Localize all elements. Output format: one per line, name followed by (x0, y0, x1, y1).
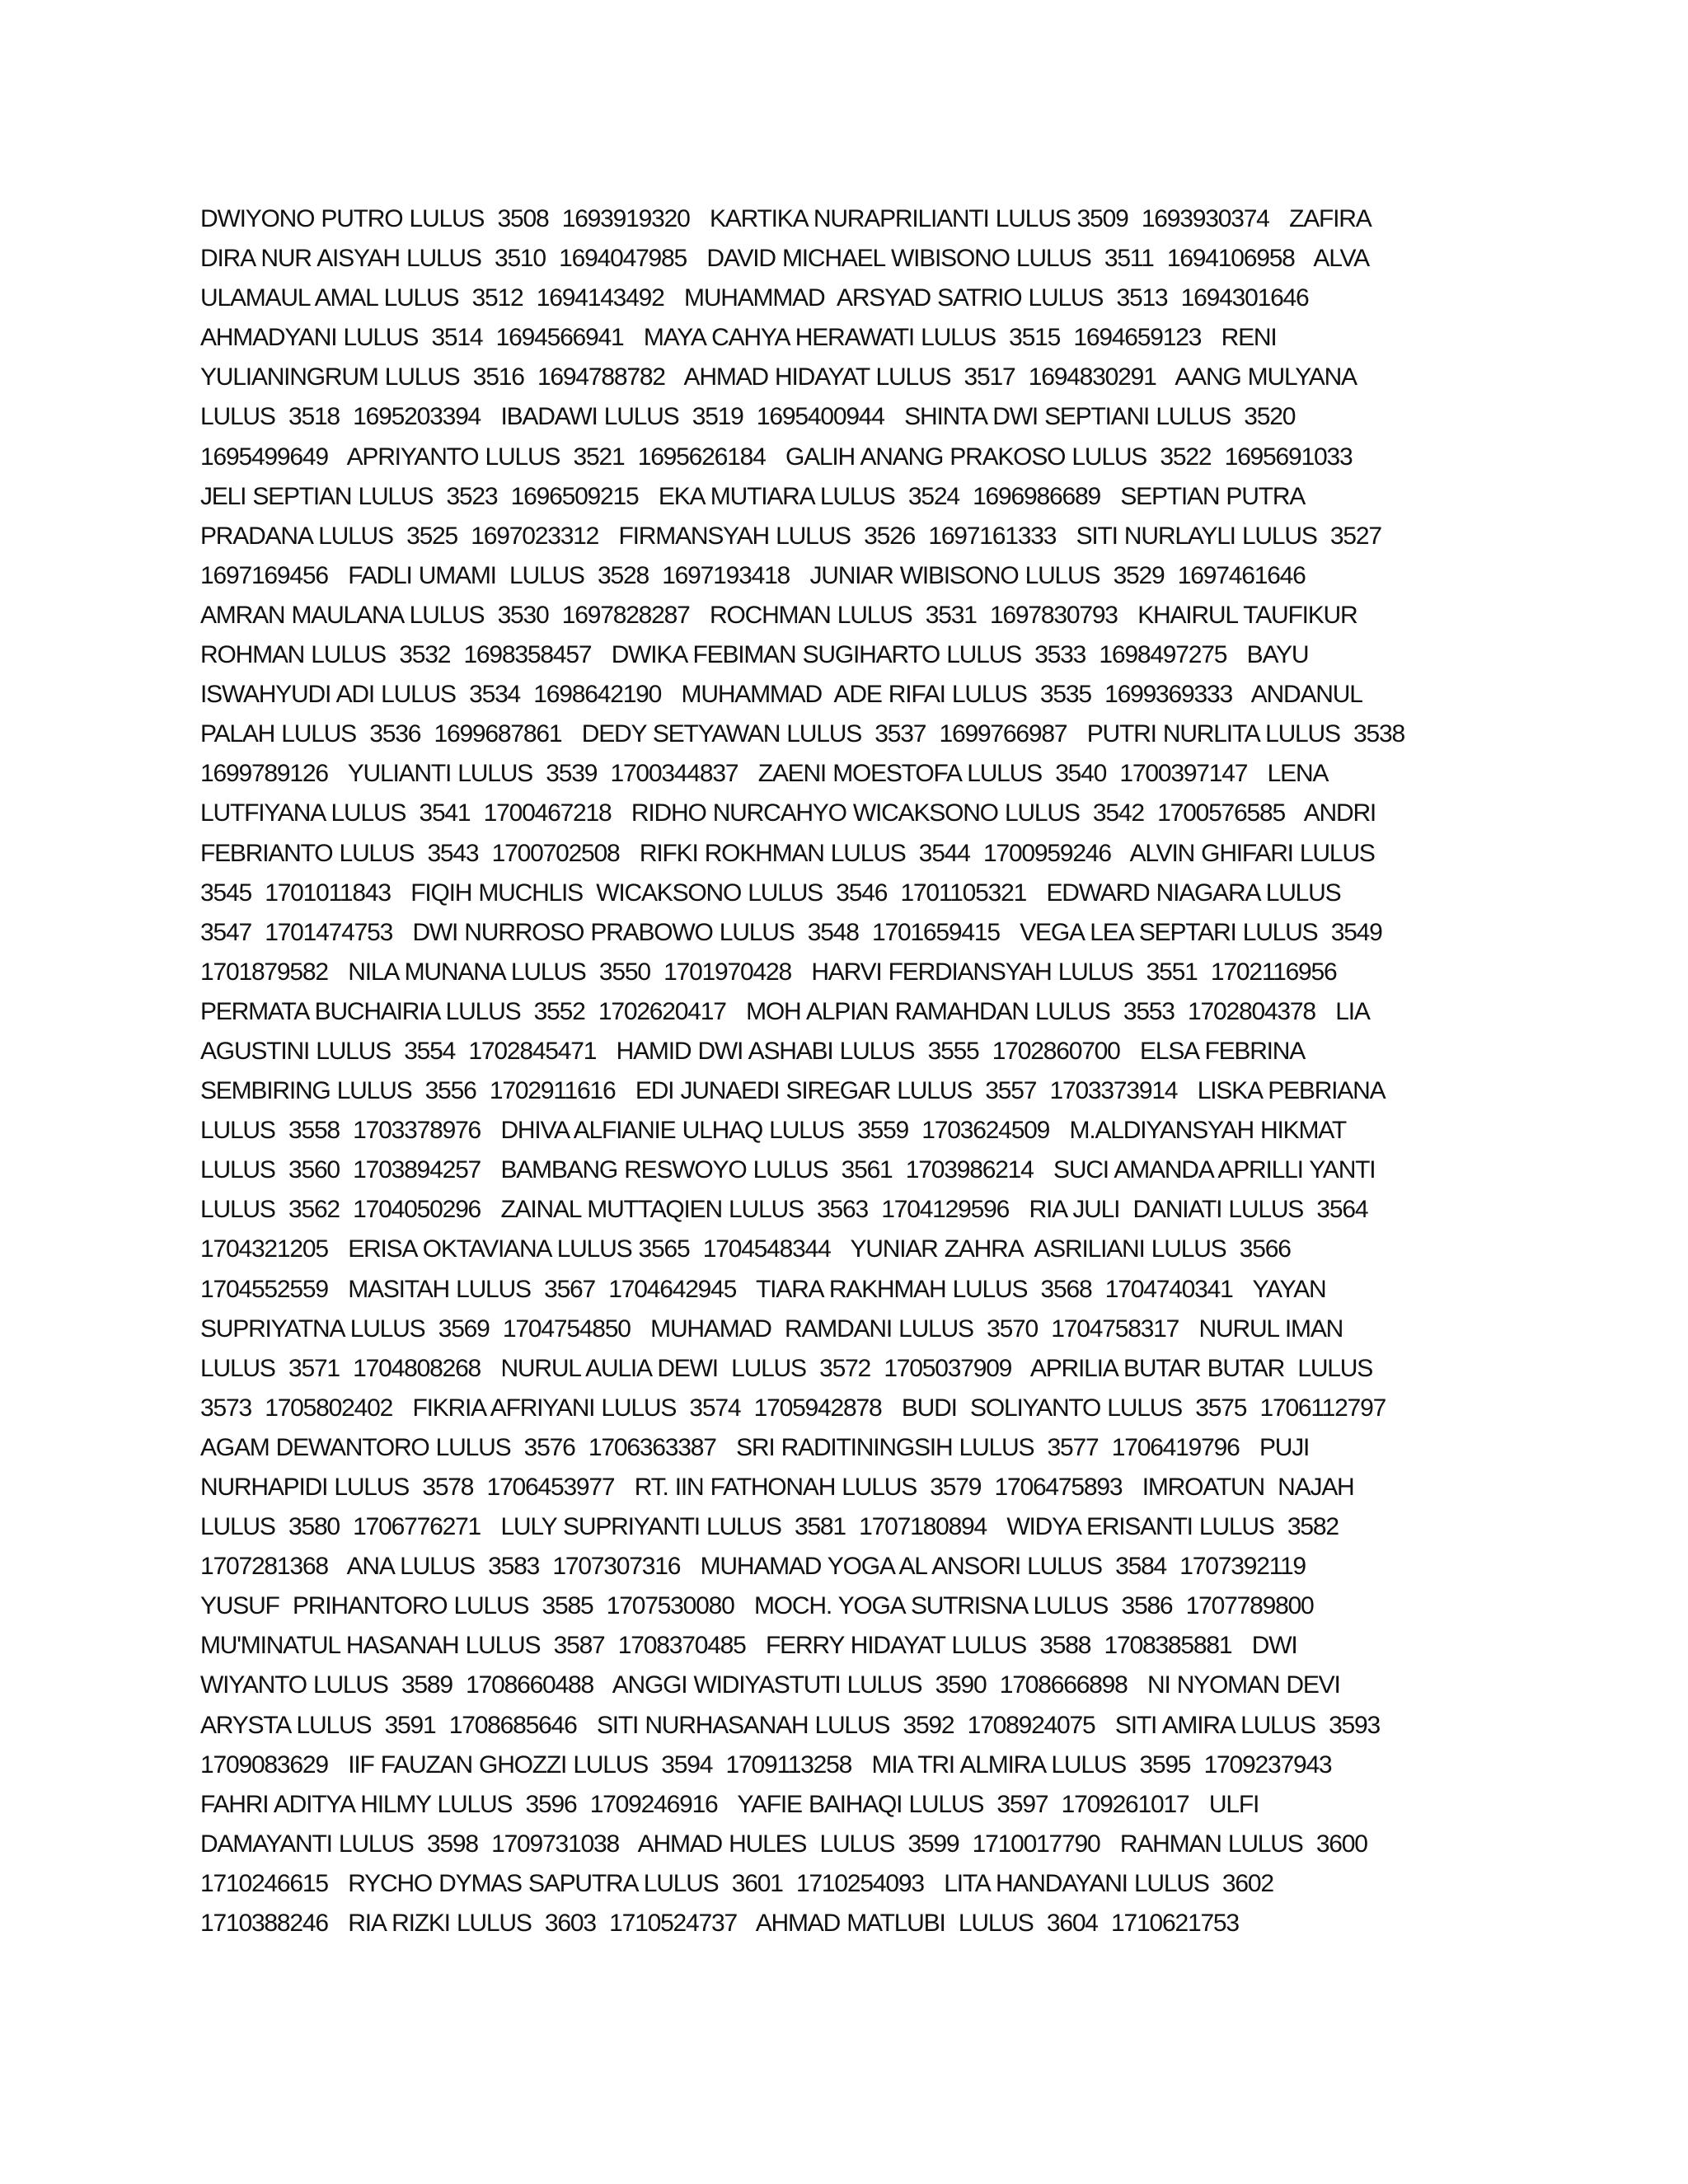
text-line: LULUS 3562 1704050296 ZAINAL MUTTAQIEN LULUS 3563 1704129596 RIA JULI DANIATI LULUS 3564 (200, 1196, 1368, 1224)
text-line: AGUSTINI LULUS 3554 1702845471 HAMID DWI ASHABI LULUS 3555 1702860700 ELSA FEBRINA (200, 1037, 1306, 1065)
text-line: ISWAHYUDI ADI LULUS 3534 1698642190 MUHAMMAD ADE RIFAI LULUS 3535 1699369333 ANDANUL (200, 681, 1362, 709)
text-line: JELI SEPTIAN LULUS 3523 1696509215 EKA MUTIARA LULUS 3524 1696986689 SEPTIAN PUTRA (200, 482, 1306, 510)
text-line: PERMATA BUCHAIRIA LULUS 3552 1702620417 MOH ALPIAN RAMAHDAN LULUS 3553 1702804378 LIA (200, 997, 1370, 1025)
text-line: YULIANINGRUM LULUS 3516 1694788782 AHMAD HIDAYAT LULUS 3517 1694830291 AANG MULYANA (200, 363, 1357, 391)
text-line: DIRA NUR AISYAH LULUS 3510 1694047985 DAVID MICHAEL WIBISONO LULUS 3511 1694106958 ALVA (200, 245, 1369, 273)
text-line: SUPRIYATNA LULUS 3569 1704754850 MUHAMAD RAMDANI LULUS 3570 1704758317 NURUL IMAN (200, 1315, 1343, 1343)
text-line: FAHRI ADITYA HILMY LULUS 3596 1709246916 YAFIE BAIHAQI LULUS 3597 1709261017 ULFI (200, 1790, 1259, 1818)
text-line: LULUS 3558 1703378976 DHIVA ALFIANIE ULHAQ LULUS 3559 1703624509 M.ALDIYANSYAH HIKMAT (200, 1117, 1346, 1145)
text-line: 1697169456 FADLI UMAMI LULUS 3528 1697193418 JUNIAR WIBISONO LULUS 3529 1697461646 (200, 561, 1306, 589)
text-line: PALAH LULUS 3536 1699687861 DEDY SETYAWAN LULUS 3537 1699766987 PUTRI NURLITA LULUS 3538 (200, 720, 1404, 748)
text-line: ARYSTA LULUS 3591 1708685646 SITI NURHASANAH LULUS 3592 1708924075 SITI AMIRA LULUS 3593 (200, 1711, 1381, 1739)
text-line: WIYANTO LULUS 3589 1708660488 ANGGI WIDIYASTUTI LULUS 3590 1708666898 NI NYOMAN DEVI (200, 1671, 1340, 1699)
text-line: DAMAYANTI LULUS 3598 1709731038 AHMAD HULES LULUS 3599 1710017790 RAHMAN LULUS 3600 (200, 1830, 1367, 1858)
text-line: 1704552559 MASITAH LULUS 3567 1704642945 TIARA RAKHMAH LULUS 3568 1704740341 YAYAN (200, 1275, 1326, 1303)
text-line: 1707281368 ANA LULUS 3583 1707307316 MUHAMAD YOGA AL ANSORI LULUS 3584 1707392119 (200, 1553, 1306, 1581)
text-line: LULUS 3560 1703894257 BAMBANG RESWOYO LULUS 3561 1703986214 SUCI AMANDA APRILLI YANTI (200, 1156, 1376, 1184)
text-line: ULAMAUL AMAL LULUS 3512 1694143492 MUHAMMAD ARSYAD SATRIO LULUS 3513 1694301646 (200, 284, 1309, 312)
text-line: LULUS 3518 1695203394 IBADAWI LULUS 3519 1695400944 SHINTA DWI SEPTIANI LULUS 3520 (200, 403, 1296, 431)
text-line: LULUS 3580 1706776271 LULY SUPRIYANTI LULUS 3581 1707180894 WIDYA ERISANTI LULUS 3582 (200, 1513, 1339, 1541)
text-line: 1699789126 YULIANTI LULUS 3539 1700344837 ZAENI MOESTOFA LULUS 3540 1700397147 LENA (200, 760, 1329, 788)
text-line: 1701879582 NILA MUNANA LULUS 3550 1701970428 HARVI FERDIANSYAH LULUS 3551 1702116956 (200, 958, 1337, 986)
text-line: 1704321205 ERISA OKTAVIANA LULUS 3565 1704548344 YUNIAR ZAHRA ASRILIANI LULUS 3566 (200, 1235, 1291, 1263)
text-line: MU'MINATUL HASANAH LULUS 3587 1708370485 FERRY HIDAYAT LULUS 3588 1708385881 DWI (200, 1632, 1297, 1660)
text-line: LULUS 3571 1704808268 NURUL AULIA DEWI LULUS 3572 1705037909 APRILIA BUTAR BUTAR LULUS (200, 1354, 1373, 1382)
text-line: AHMADYANI LULUS 3514 1694566941 MAYA CAHYA HERAWATI LULUS 3515 1694659123 RENI (200, 324, 1277, 352)
text-line: 3573 1705802402 FIKRIA AFRIYANI LULUS 3574 1705942878 BUDI SOLIYANTO LULUS 3575 1706112797 (200, 1394, 1386, 1422)
text-line: YUSUF PRIHANTORO LULUS 3585 1707530080 MOCH. YOGA SUTRISNA LULUS 3586 1707789800 (200, 1592, 1314, 1620)
text-line: 3545 1701011843 FIQIH MUCHLIS WICAKSONO LULUS 3546 1701105321 EDWARD NIAGARA LULUS (200, 879, 1341, 907)
text-line: 1709083629 IIF FAUZAN GHOZZI LULUS 3594 1709113258 MIA TRI ALMIRA LULUS 3595 1709237943 (200, 1750, 1332, 1779)
text-line: 1710388246 RIA RIZKI LULUS 3603 1710524737 AHMAD MATLUBI LULUS 3604 1710621753 (200, 1910, 1239, 1938)
text-line: 1695499649 APRIYANTO LULUS 3521 1695626184 GALIH ANANG PRAKOSO LULUS 3522 1695691033 (200, 443, 1353, 471)
text-line: AMRAN MAULANA LULUS 3530 1697828287 ROCHMAN LULUS 3531 1697830793 KHAIRUL TAUFIKUR (200, 601, 1357, 629)
text-line: LUTFIYANA LULUS 3541 1700467218 RIDHO NURCAHYO WICAKSONO LULUS 3542 1700576585 ANDRI (200, 799, 1376, 827)
text-line: SEMBIRING LULUS 3556 1702911616 EDI JUNAEDI SIREGAR LULUS 3557 1703373914 LISKA PEBRIANA (200, 1077, 1386, 1105)
text-line: FEBRIANTO LULUS 3543 1700702508 RIFKI ROKHMAN LULUS 3544 1700959246 ALVIN GHIFARI LULUS (200, 839, 1375, 867)
text-line: 1710246615 RYCHO DYMAS SAPUTRA LULUS 3601 1710254093 LITA HANDAYANI LULUS 3602 (200, 1869, 1273, 1897)
text-line: 3547 1701474753 DWI NURROSO PRABOWO LULUS 3548 1701659415 VEGA LEA SEPTARI LULUS 3549 (200, 918, 1382, 946)
text-line: ROHMAN LULUS 3532 1698358457 DWIKA FEBIMAN SUGIHARTO LULUS 3533 1698497275 BAYU (200, 641, 1309, 669)
text-block (200, 199, 1519, 1943)
text-line: NURHAPIDI LULUS 3578 1706453977 RT. IIN FATHONAH LULUS 3579 1706475893 IMROATUN NAJAH (200, 1474, 1354, 1501)
text-line: PRADANA LULUS 3525 1697023312 FIRMANSYAH LULUS 3526 1697161333 SITI NURLAYLI LULUS 3527 (200, 522, 1381, 550)
text-line: DWIYONO PUTRO LULUS 3508 1693919320 KARTIKA NURAPRILIANTI LULUS 3509 1693930374 ZAFIRA (200, 205, 1372, 232)
text-line: AGAM DEWANTORO LULUS 3576 1706363387 SRI RADITININGSIH LULUS 3577 1706419796 PUJI (200, 1433, 1310, 1461)
